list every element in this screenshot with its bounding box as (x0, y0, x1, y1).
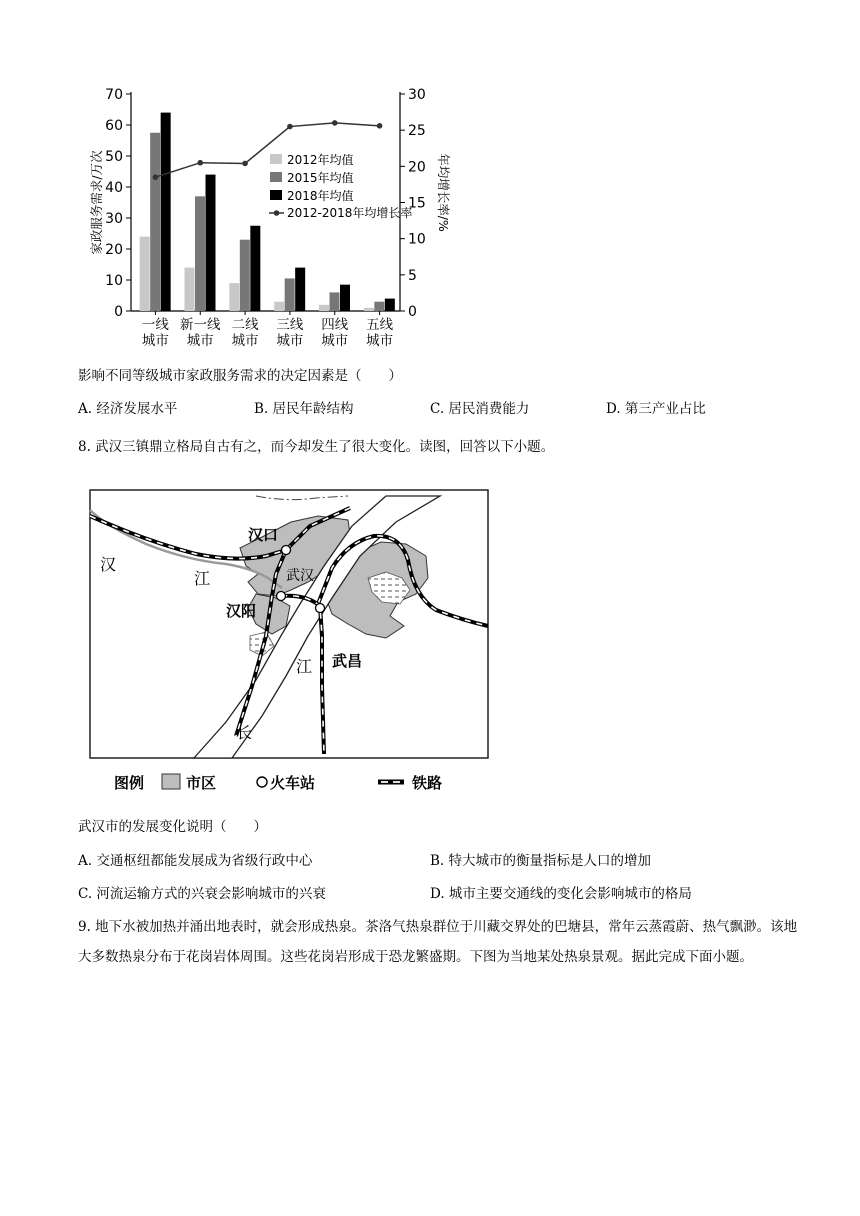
bar-1-5 (374, 302, 384, 311)
y2-tick-label: 20 (408, 159, 426, 176)
q7-option-c[interactable]: C. 居民消费能力 (430, 401, 530, 417)
bar-2-1 (206, 175, 216, 311)
y2-tick-label: 0 (408, 304, 417, 320)
growth-rate-point-4 (332, 120, 338, 126)
map-legend (114, 774, 442, 792)
x-tick-label: 二线 (231, 317, 259, 333)
y2-tick-label: 15 (408, 195, 426, 212)
legend-swatch-1 (270, 172, 282, 182)
x-tick-label: 五线 (366, 317, 394, 333)
legend-title: 图例 (114, 774, 145, 792)
x-tick-label: 城市 (231, 333, 259, 349)
x-tick-label: 城市 (141, 333, 169, 349)
station-wuchang (316, 604, 325, 613)
bar-0-2 (229, 283, 239, 311)
y-tick-label: 10 (105, 273, 123, 289)
label-hankou: 汉口 (248, 526, 279, 544)
y2-tick-label: 10 (408, 231, 426, 248)
growth-rate-point-2 (242, 161, 248, 167)
legend-railway-label: 铁路 (412, 774, 443, 792)
legend-label-0: 2012年均值 (287, 153, 354, 167)
chart-legend (269, 152, 412, 220)
y-tick-label: 70 (105, 87, 123, 103)
y2-tick-label: 5 (408, 267, 417, 284)
x-tick-label: 城市 (276, 333, 304, 349)
bar-2-3 (295, 268, 305, 311)
label-han: 汉 (100, 555, 117, 574)
x-tick-label: 三线 (276, 317, 304, 333)
label-hanyang: 汉阳 (226, 602, 257, 620)
bar-1-4 (330, 292, 340, 311)
label-chang: 长 (236, 723, 253, 742)
y2-tick-label: 25 (408, 123, 426, 140)
growth-rate-line (155, 123, 379, 177)
q8-stem: 武汉市的发展变化说明（ ） (78, 819, 267, 835)
legend-urban-label: 市区 (186, 774, 217, 792)
x-tick-label: 城市 (321, 333, 349, 349)
bar-1-2 (240, 240, 250, 311)
bar-1-1 (195, 196, 205, 311)
bar-0-4 (319, 305, 329, 311)
y-tick-label: 50 (105, 149, 123, 165)
growth-rate-point-5 (377, 123, 383, 129)
bar-0-3 (274, 302, 284, 311)
label-jiang-chang: 江 (296, 657, 313, 676)
y-tick-label: 30 (105, 211, 123, 227)
y2-tick-label: 30 (408, 87, 426, 103)
x-tick-label: 城市 (186, 333, 214, 349)
wuhan-map (86, 486, 496, 798)
label-jiang-han: 江 (194, 569, 211, 588)
growth-rate-point-0 (153, 174, 159, 180)
bar-1-0 (150, 133, 160, 311)
legend-station-label: 火车站 (270, 774, 316, 792)
bar-0-1 (185, 268, 195, 311)
q8-option-c[interactable]: C. 河流运输方式的兴衰会影响城市的兴衰 (78, 886, 326, 902)
q9-intro: 9. 地下水被加热并涌出地表时，就会形成热泉。茶洛气热泉群位于川藏交界处的巴塘县，常年云蒸霞蔚、热气飘渺。该地大多数热泉分布于花岗岩体周围。这些花岗岩形成于恐龙繁盛期。下图为当地某处热泉景观。据此完成下面小题。 (78, 919, 798, 965)
q7-option-a[interactable]: A. 经济发展水平 (78, 401, 178, 417)
q8-option-a[interactable]: A. 交通枢纽都能发展成为省级行政中心 (78, 853, 313, 869)
label-wuchang: 武昌 (332, 652, 363, 670)
q8-intro: 8. 武汉三镇鼎立格局自古有之，而今却发生了很大变化。读图，回答以下小题。 (78, 439, 555, 455)
x-tick-label: 新一线 (180, 317, 221, 333)
station-hankou (282, 546, 291, 555)
bar-2-2 (250, 226, 260, 311)
household-service-chart (84, 84, 454, 354)
x-tick-label: 四线 (321, 317, 349, 333)
bar-0-5 (364, 308, 374, 311)
bar-2-5 (385, 299, 395, 311)
x-tick-label: 一线 (141, 317, 169, 333)
q7-stem: 影响不同等级城市家政服务需求的决定因素是（ ） (78, 368, 402, 384)
q8-option-b[interactable]: B. 特大城市的衡量指标是人口的增加 (430, 853, 652, 869)
legend-urban-swatch (162, 774, 180, 789)
growth-rate-point-1 (197, 160, 203, 166)
y-tick-label: 0 (114, 304, 123, 320)
bar-1-3 (285, 278, 295, 311)
y-tick-label: 40 (105, 180, 123, 196)
legend-label-1: 2015年均值 (287, 171, 354, 185)
y2-axis-title: 年均增长率/% (436, 153, 451, 232)
legend-station-icon (257, 777, 267, 787)
x-tick-label: 城市 (366, 333, 394, 349)
q8-option-d[interactable]: D. 城市主要交通线的变化会影响城市的格局 (430, 886, 692, 902)
station-hanyang (277, 592, 286, 601)
y-tick-label: 20 (105, 242, 123, 258)
bar-0-0 (140, 237, 150, 311)
bar-2-4 (340, 285, 350, 311)
legend-swatch-2 (270, 190, 282, 200)
legend-label-2: 2018年均值 (287, 189, 354, 203)
bar-2-0 (161, 113, 171, 311)
q7-option-d[interactable]: D. 第三产业占比 (606, 401, 706, 417)
label-wuhan: 武汉 (286, 568, 314, 584)
q7-option-b[interactable]: B. 居民年龄结构 (254, 401, 354, 417)
legend-swatch-0 (270, 154, 282, 164)
y-tick-label: 60 (105, 118, 123, 134)
growth-rate-point-3 (287, 124, 293, 130)
y-axis-title: 家政服务需求/万次 (89, 150, 104, 255)
legend-line-marker (274, 210, 280, 216)
legend-label-growth: 2012-2018年均增长率 (287, 206, 413, 220)
